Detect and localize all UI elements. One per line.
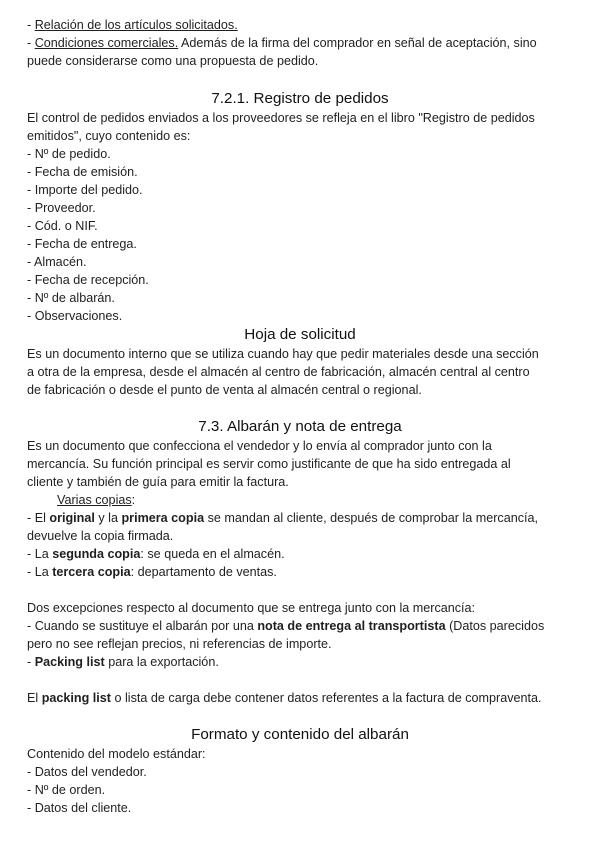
excepcion-packing-list: - Packing list para la exportación. — [27, 655, 219, 669]
list-item: - Almacén. — [27, 255, 87, 269]
list-item: - Fecha de recepción. — [27, 273, 149, 287]
paragraph-line: Es un documento interno que se utiliza cuando hay que pedir materiales desde una sección — [27, 347, 539, 361]
varias-copias-label: Varias copias: — [57, 493, 136, 507]
list-item: - Datos del cliente. — [27, 801, 132, 815]
list-item: - Fecha de emisión. — [27, 165, 138, 179]
list-item: - Nº de orden. — [27, 783, 106, 797]
paragraph-line: a otra de la empresa, desde el almacén al centro de fabricación, almacén central al centro — [27, 365, 530, 379]
paragraph-line: Es un documento que confecciona el vendedor y lo envía al comprador junto con la — [27, 439, 492, 453]
list-item: - Datos del vendedor. — [27, 765, 147, 779]
packing-list-paragraph: El packing list o lista de carga debe contener datos referentes a la factura de compraventa. — [27, 691, 542, 705]
paragraph-line: pero no see reflejan precios, ni referencias de importe. — [27, 637, 332, 651]
heading-hoja-solicitud: Hoja de solicitud — [244, 326, 356, 343]
list-item-condiciones: - Condiciones comerciales. Además de la firma del comprador en señal de aceptación, sino — [27, 36, 537, 50]
heading-formato-albaran: Formato y contenido del albarán — [191, 726, 409, 743]
paragraph-line: cliente y también de guía para emitir la factura. — [27, 475, 289, 489]
paragraph-line: Dos excepciones respecto al documento que se entrega junto con la mercancía: — [27, 601, 476, 615]
copia-tercera: - La tercera copia: departamento de ventas. — [27, 565, 277, 579]
list-item: - Observaciones. — [27, 309, 123, 323]
paragraph-line: El control de pedidos enviados a los proveedores se refleja en el libro "Registro de pedidos — [27, 111, 535, 125]
articulos-underlined: Relación de los artículos solicitados. — [34, 18, 238, 32]
list-item: - Fecha de entrega. — [27, 237, 137, 251]
list-item: - Nº de pedido. — [27, 147, 111, 161]
paragraph-line: mercancía. Su función principal es servir como justificante de que ha sido entregada al — [27, 457, 511, 471]
list-item: - Importe del pedido. — [27, 183, 143, 197]
paragraph-line: emitidos", cuyo contenido es: — [27, 129, 191, 143]
copia-original: - El original y la primera copia se mandan al cliente, después de comprobar la mercancía, — [27, 511, 538, 525]
list-item-articulos: - Relación de los artículos solicitados. — [27, 18, 238, 32]
condiciones-underlined: Condiciones comerciales. — [34, 36, 179, 50]
heading-albaran: 7.3. Albarán y nota de entrega — [198, 418, 402, 435]
list-item: - Cód. o NIF. — [27, 219, 98, 233]
paragraph-line: devuelve la copia firmada. — [27, 529, 174, 543]
list-item: - Proveedor. — [27, 201, 96, 215]
excepcion-nota-entrega: - Cuando se sustituye el albarán por una nota de entrega al transportista (Datos parecidos — [27, 619, 545, 633]
paragraph-line: Contenido del modelo estándar: — [27, 747, 206, 761]
list-item: - Nº de albarán. — [27, 291, 115, 305]
heading-registro-pedidos: 7.2.1. Registro de pedidos — [211, 90, 389, 107]
copia-segunda: - La segunda copia: se queda en el almacén. — [27, 547, 285, 561]
paragraph-line: de fabricación o desde el punto de venta al almacén central o regional. — [27, 383, 422, 397]
paragraph-line: puede considerarse como una propuesta de pedido. — [27, 54, 319, 68]
